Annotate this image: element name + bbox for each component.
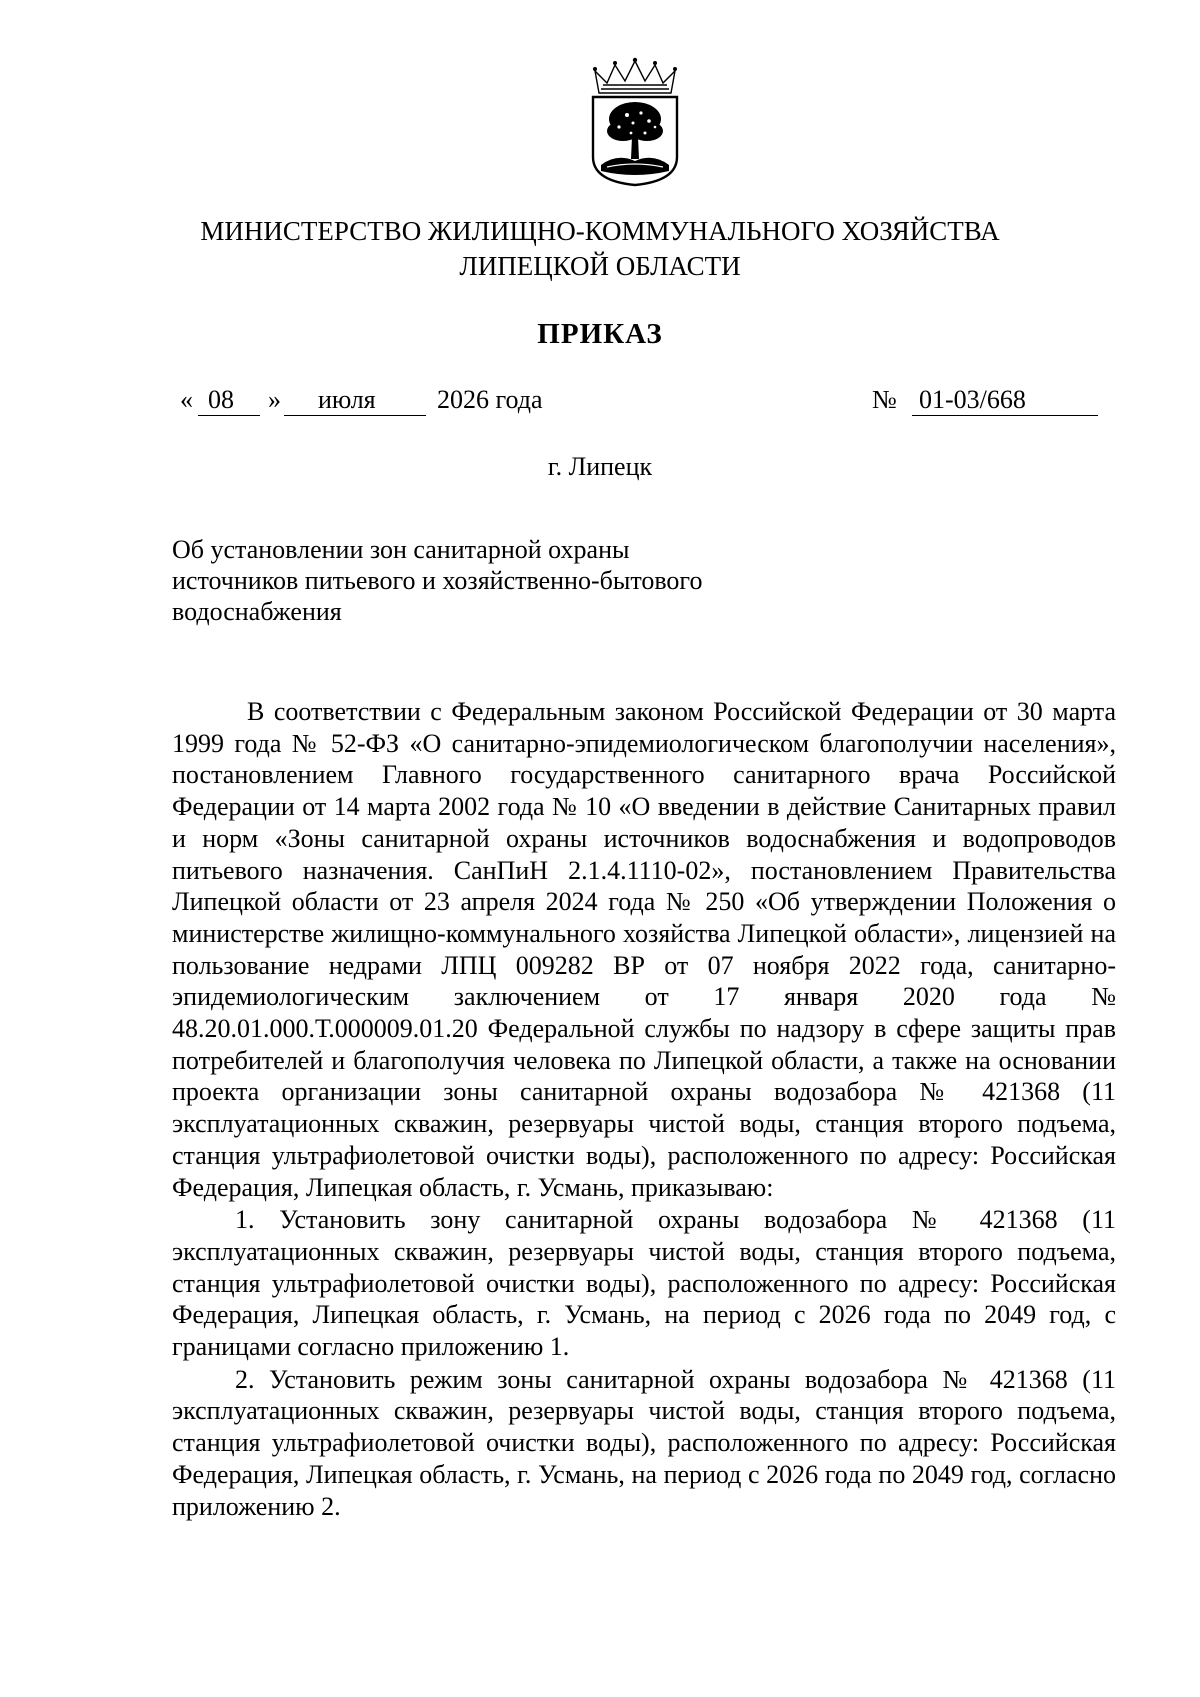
date-open-quote: « [180, 385, 193, 414]
subject-line: Об установлении зон санитарной охраны [172, 535, 630, 564]
order-number-underline [912, 415, 1098, 416]
date-year: 2026 года [437, 385, 543, 414]
order-item-2: 2. Установить режим зоны санитарной охраны водозабора № 421368 (11 эксплуатационных скважин, резервуары чистой воды, станция второго подъема, станция ультрафиолетовой очистки воды), расположенного по адресу: Российская Федерация, Липецкая область, г. Усмань, на период с 2026 года по 2049 год, согласно приложению 2. [172, 1364, 1116, 1521]
ministry-name-line2: ЛИПЕЦКОЙ ОБЛАСТИ [459, 251, 741, 281]
coat-of-arms-icon [587, 57, 683, 187]
ministry-name-line1: МИНИСТЕРСТВО ЖИЛИЩНО-КОММУНАЛЬНОГО ХОЗЯЙСТВА [200, 216, 1000, 246]
order-number-label: № [872, 385, 897, 414]
date-month-underline [284, 415, 426, 416]
city-line: г. Липецк [547, 452, 653, 481]
order-number-value: 01-03/668 [919, 385, 1026, 414]
order-subject [172, 534, 812, 627]
date-day: 08 [208, 385, 234, 414]
order-item-1: 1. Установить зону санитарной охраны водозабора № 421368 (11 эксплуатационных скважин, резервуары чистой воды, станция второго подъема, станция ультрафиолетовой очистки воды), расположенного по адресу: Российская Федерация, Липецкая область, г. Усмань, на период с 2026 года по 2049 год, с границами согласно приложению 1. [172, 1205, 1116, 1362]
preamble-paragraph: В соответствии с Федеральным законом Российской Федерации от 30 марта 1999 года № 52-ФЗ «О санитарно-эпидемиологическом благополучии населения», постановлением Главного государственного санитарного врача Российской Федерации от 14 марта 2002 года № 10 «О введении в действие Санитарных правил и норм «Зоны санитарной охраны источников водоснабжения и водопроводов питьевого назначения. СанПиН 2.1.4.1110-02», постановлением Правительства Липецкой области от 23 апреля 2024 года № 250 «Об утверждении Положения о министерстве жилищно-коммунального хозяйства Липецкой области», лицензией на пользование недрами ЛПЦ 009282 ВР от 07 ноября 2022 года, санитарно-эпидемиологическим заключением от 17 января 2020 года № 48.20.01.000.Т.000009.01.20 Федеральной службы по надзору в сфере защиты прав потребителей и благополучия человека по Липецкой области, а также на основании проекта организации зоны санитарной охраны водозабора № 421368 (11 эксплуатационных скважин, резервуары чистой воды, станция второго подъема, станция ультрафиолетовой очистки воды), расположенного по адресу: Российская Федерация, Липецкая область, г. Усмань, приказываю: [172, 697, 1116, 1202]
date-day-underline [198, 415, 260, 416]
date-month: июля [318, 385, 376, 414]
subject-line: источников питьевого и хозяйственно-бытового [172, 566, 703, 595]
subject-line: водоснабжения [172, 597, 342, 626]
date-close-quote: » [268, 385, 281, 414]
document-type-title: ПРИКАЗ [537, 318, 663, 350]
order-body [172, 696, 1116, 1522]
